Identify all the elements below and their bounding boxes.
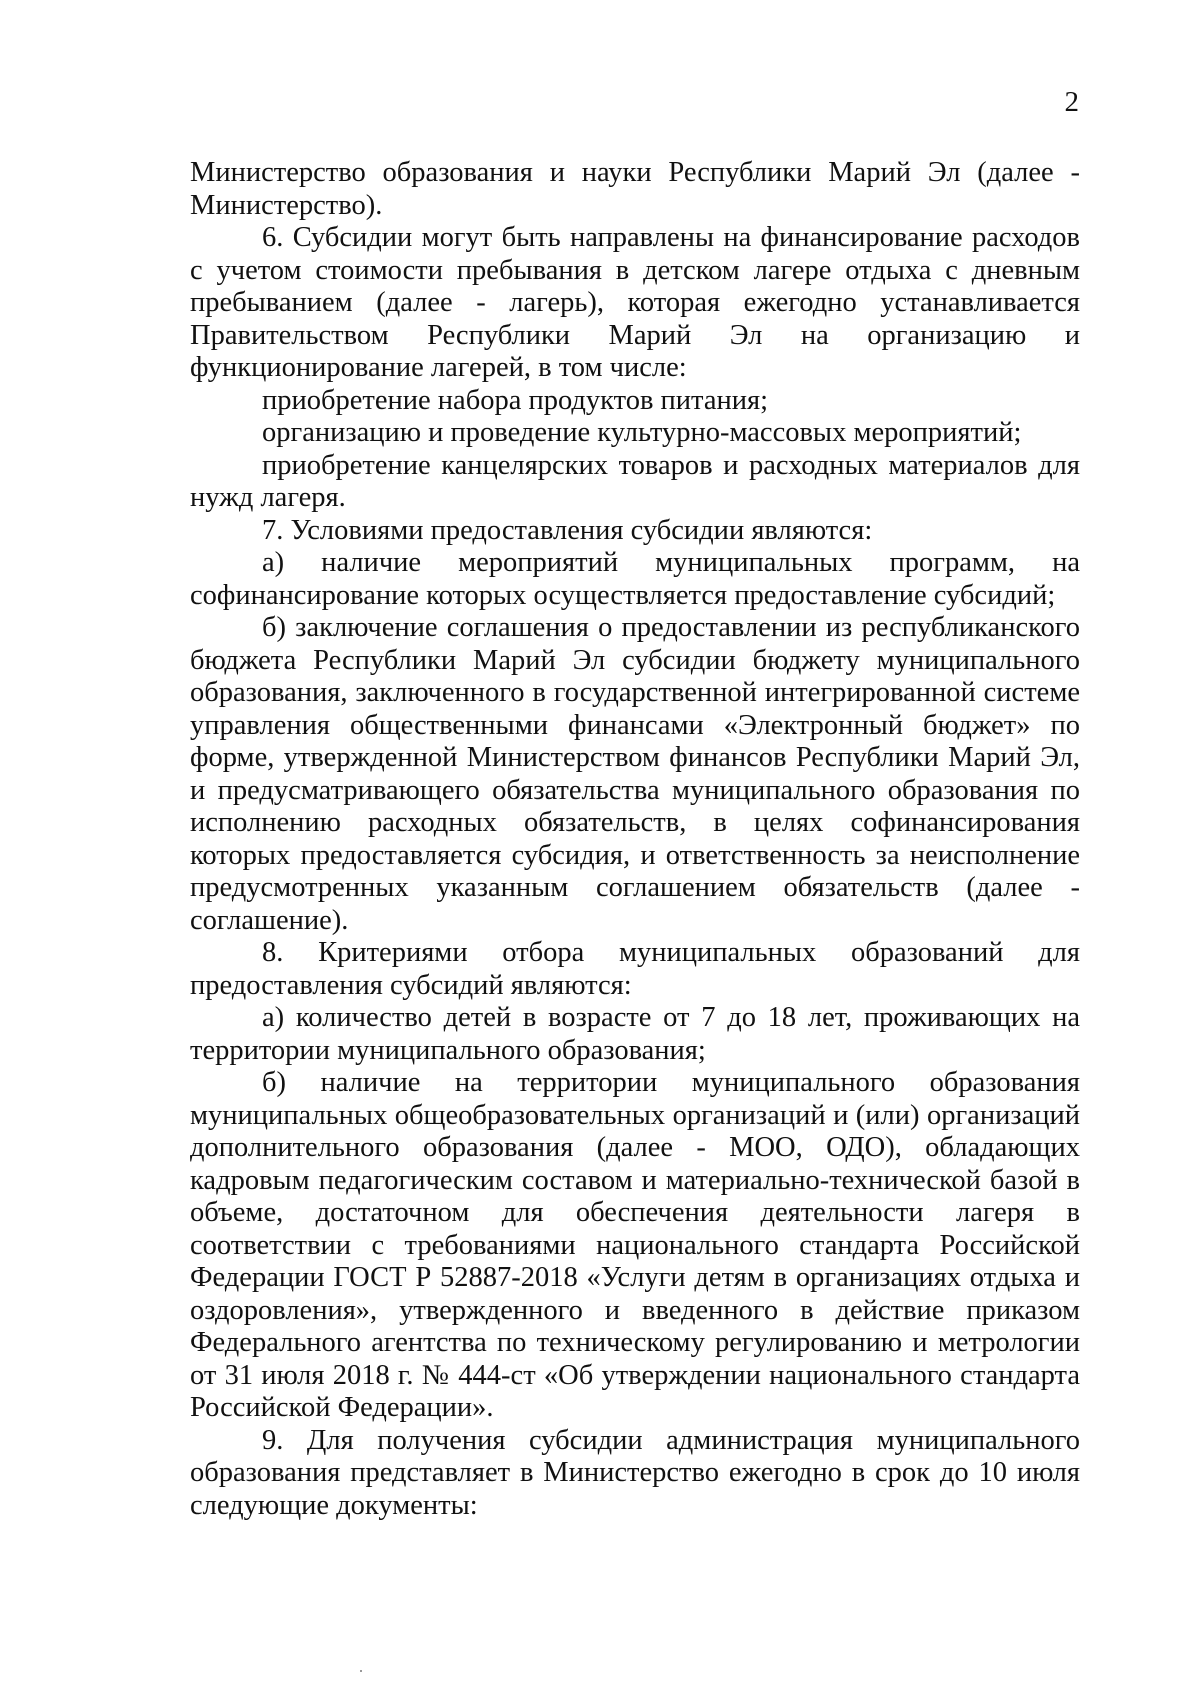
paragraph-item-7a: а) наличие мероприятий муниципальных программ, на софинансирование которых осуществляется предоставление субсидий;	[190, 547, 1080, 611]
document-body	[190, 157, 1080, 1522]
page-number: 2	[1064, 86, 1079, 118]
paragraph-item-9: 9. Для получения субсидии администрация муниципального образования представляет в Министерство ежегодно в срок до 10 июля следующие документы:	[190, 1424, 1080, 1521]
paragraph-item-7: 7. Условиями предоставления субсидии являются:	[262, 514, 873, 546]
paragraph-food-purchase: приобретение набора продуктов питания;	[262, 384, 769, 416]
paragraph-ministry-continuation: Министерство образования и науки Республики Марий Эл (далее - Министерство).	[190, 157, 1080, 221]
paragraph-item-7b: б) заключение соглашения о предоставлении из республиканского бюджета Республики Марий Эл субсидии бюджету муниципального образования, заключенного в государственной интегрированной системе управления общественными финансами «Электронный бюджет» по форме, утвержденной Министерством финансов Республики Марий Эл, и предусматривающего обязательства муниципального образования по исполнению расходных обязательств, в целях софинансирования которых предоставляется субсидия, и ответственность за неисполнение предусмотренных указанным соглашением обязательств (далее - соглашение).	[190, 612, 1080, 936]
scan-speck	[360, 1670, 362, 1672]
paragraph-stationery-purchase: приобретение канцелярских товаров и расходных материалов для нужд лагеря.	[190, 449, 1080, 513]
paragraph-item-8b: б) наличие на территории муниципального образования муниципальных общеобразовательных организаций и (или) организаций дополнительного образования (далее - МОО, ОДО), обладающих кадровым педагогическим составом и материально-технической базой в объеме, достаточном для обеспечения деятельности лагеря в соответствии с требованиями национального стандарта Российской Федерации ГОСТ Р 52887-2018 «Услуги детям в организациях отдыха и оздоровления», утвержденного и введенного в действие приказом Федерального агентства по техническому регулированию и метрологии от 31 июля 2018 г. № 444-ст «Об утверждении национального стандарта Российской Федерации».	[190, 1067, 1080, 1423]
paragraph-item-6: 6. Субсидии могут быть направлены на финансирование расходов с учетом стоимости пребывания в детском лагере отдыха с дневным пребыванием (далее - лагерь), которая ежегодно устанавливается Правительством Республики Марий Эл на организацию и функционирование лагерей, в том числе:	[190, 222, 1080, 383]
paragraph-cultural-events: организацию и проведение культурно-массовых мероприятий;	[262, 417, 1022, 448]
paragraph-item-8a: а) количество детей в возрасте от 7 до 18 лет, проживающих на территории муниципального образования;	[190, 1002, 1080, 1066]
paragraph-item-8: 8. Критериями отбора муниципальных образований для предоставления субсидий являются:	[190, 937, 1080, 1001]
